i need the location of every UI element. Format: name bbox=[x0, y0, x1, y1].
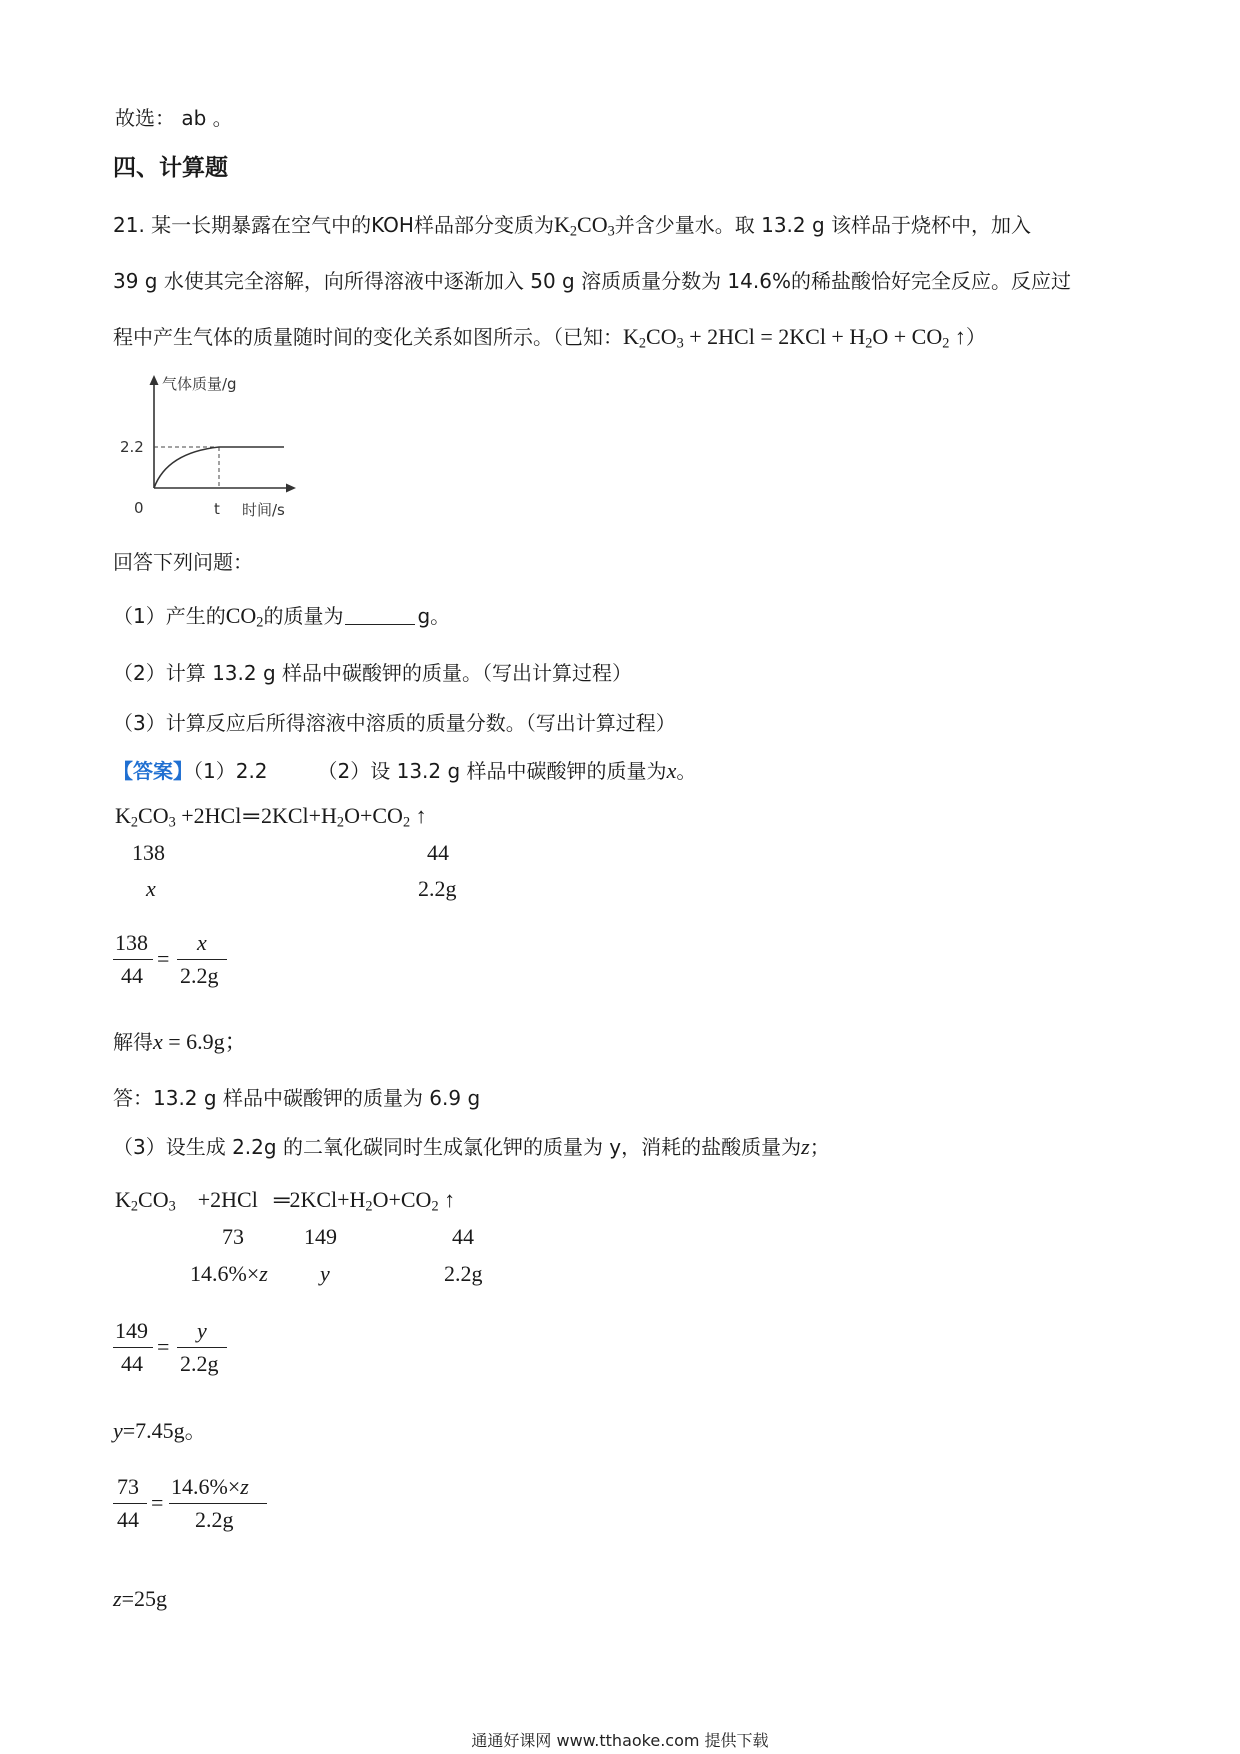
chart-series bbox=[154, 447, 284, 488]
variable-z: z bbox=[240, 1474, 249, 1499]
variable-y: y bbox=[113, 1418, 123, 1443]
eq1-x: x bbox=[146, 876, 156, 901]
solve-line-1 bbox=[113, 1029, 247, 1055]
frac-numerator: 149 bbox=[115, 1318, 148, 1343]
section-title: 四、计算题 bbox=[113, 155, 228, 181]
fraction-bar bbox=[113, 1503, 147, 1504]
gas-mass-chart bbox=[118, 375, 318, 520]
reaction-equation-2: $K_2CO_3 +2HCl$ $═2KCl+H_2O+CO_2$ ↑ bbox=[115, 1187, 456, 1215]
eq2-hcl-mass bbox=[190, 1261, 268, 1287]
answer-blank bbox=[345, 604, 415, 625]
proportion-2 bbox=[113, 1318, 243, 1388]
frac-denominator: 44 bbox=[117, 1507, 139, 1532]
z-value: =25g bbox=[121, 1586, 167, 1611]
y-value: =7.45g。 bbox=[122, 1418, 207, 1443]
variable-x: x bbox=[153, 1029, 163, 1054]
z-result bbox=[113, 1586, 167, 1612]
x-axis-arrow bbox=[286, 484, 296, 493]
frac-denominator: 44 bbox=[121, 963, 143, 988]
eq2-73: 73 bbox=[222, 1224, 244, 1249]
question-text: 程中产生气体的质量随时间的变化关系如图所示。（已知： bbox=[113, 325, 623, 349]
frac-numerator: 73 bbox=[117, 1474, 139, 1499]
question-text: 并含少量水。取 13.2 g 该样品于烧杯中，加入 bbox=[614, 213, 1032, 237]
variable-x: x bbox=[666, 758, 677, 783]
question-line-1 bbox=[113, 212, 1031, 245]
x-tick-label: 0 bbox=[134, 499, 144, 517]
hcl-percent: 14.6%× bbox=[190, 1261, 260, 1286]
fraction-bar bbox=[177, 959, 227, 960]
frac-numerator bbox=[171, 1474, 249, 1500]
frac-denominator: 2.2g bbox=[195, 1507, 234, 1532]
x-tick-label: t bbox=[214, 500, 220, 518]
eq1-44: 44 bbox=[427, 840, 449, 865]
subquestion-1 bbox=[113, 603, 450, 636]
equals-sign: = bbox=[157, 946, 170, 971]
fraction-bar bbox=[177, 1347, 227, 1348]
question-text: ） bbox=[965, 325, 986, 349]
frac-numerator: x bbox=[197, 930, 207, 955]
part-3-setup bbox=[113, 1134, 830, 1160]
x-axis-label: 时间/s bbox=[242, 501, 285, 519]
proportion-3 bbox=[113, 1474, 283, 1544]
eq2-y: y bbox=[320, 1261, 330, 1286]
y-tick-label: 2.2 bbox=[120, 438, 144, 456]
y-axis-label: 气体质量/g bbox=[162, 375, 237, 393]
footer-credit: 通通好课网 www.tthaoke.com 提供下载 bbox=[471, 1731, 769, 1750]
variable-z: z bbox=[801, 1134, 810, 1159]
question-line-2: 39 g 水使其完全溶解，向所得溶液中逐渐加入 50 g 溶质质量分数为 14.6%的稀盐酸恰好完全反应。反应过 bbox=[113, 269, 1071, 293]
equals-sign: = bbox=[157, 1334, 170, 1359]
answer-1: （1）2.2 bbox=[193, 759, 268, 783]
variable-z: z bbox=[259, 1261, 268, 1286]
solve-text: 解得 bbox=[113, 1030, 153, 1054]
formula-k2co3: $K_2CO_3$ bbox=[553, 212, 615, 240]
question-text: 21. 某一长期暴露在空气中的KOH样品部分变质为 bbox=[113, 213, 554, 237]
reaction-equation-1: $K_2CO_3$ $+2HCl═2KCl+H_2O+CO_2$ ↑ bbox=[115, 803, 427, 831]
prompt: 回答下列问题： bbox=[113, 550, 253, 574]
frac-numerator: y bbox=[197, 1318, 207, 1343]
part3-text: ； bbox=[809, 1135, 830, 1159]
fraction-bar bbox=[169, 1503, 267, 1504]
formula-co2: $CO_2$ bbox=[225, 603, 264, 631]
answer-tag: 【答案】 bbox=[113, 759, 193, 783]
variable-z: z bbox=[113, 1586, 122, 1611]
subq1-text: 的质量为 bbox=[263, 604, 344, 628]
answer-2-conclusion: 答：13.2 g 样品中碳酸钾的质量为 6.9 g bbox=[113, 1086, 481, 1110]
y-result bbox=[113, 1418, 207, 1444]
frac-denominator: 2.2g bbox=[180, 963, 219, 988]
previous-answer: 故选： ab 。 bbox=[115, 106, 233, 130]
part3-text: （3）设生成 2.2g 的二氧化碳同时生成氯化钾的质量为 y，消耗的盐酸质量为 bbox=[113, 1135, 802, 1159]
fraction-bar bbox=[113, 959, 153, 960]
subquestion-2: （2）计算 13.2 g 样品中碳酸钾的质量。（写出计算过程） bbox=[113, 661, 633, 685]
question-line-3 bbox=[113, 324, 986, 357]
answer-line bbox=[113, 758, 696, 784]
answer-2-end: 。 bbox=[676, 759, 697, 783]
hcl-percent: 14.6%× bbox=[171, 1474, 241, 1499]
subq1-text: g。 bbox=[417, 604, 451, 628]
equals-sign: = bbox=[151, 1490, 164, 1515]
proportion-1 bbox=[113, 930, 243, 1000]
subq1-text: （1）产生的 bbox=[113, 604, 226, 628]
frac-denominator: 2.2g bbox=[180, 1351, 219, 1376]
series-curve bbox=[154, 447, 219, 488]
eq2-44: 44 bbox=[452, 1224, 474, 1249]
fraction-bar bbox=[113, 1347, 153, 1348]
subquestion-3: （3）计算反应后所得溶液中溶质的质量分数。（写出计算过程） bbox=[113, 711, 676, 735]
frac-denominator: 44 bbox=[121, 1351, 143, 1376]
given-equation: $K_2CO_3 + 2HCl = 2KCl + H_2O + CO_2$ ↑ bbox=[623, 324, 966, 352]
eq1-2.2g: 2.2g bbox=[418, 876, 457, 901]
answer-2: （2）设 13.2 g 样品中碳酸钾的质量为 bbox=[317, 759, 667, 783]
eq1-138: 138 bbox=[132, 840, 165, 865]
eq2-2.2g: 2.2g bbox=[444, 1261, 483, 1286]
y-axis-arrow bbox=[150, 375, 159, 385]
solve-result: = 6.9g； bbox=[162, 1029, 247, 1054]
eq2-149: 149 bbox=[304, 1224, 337, 1249]
frac-numerator: 138 bbox=[115, 930, 148, 955]
